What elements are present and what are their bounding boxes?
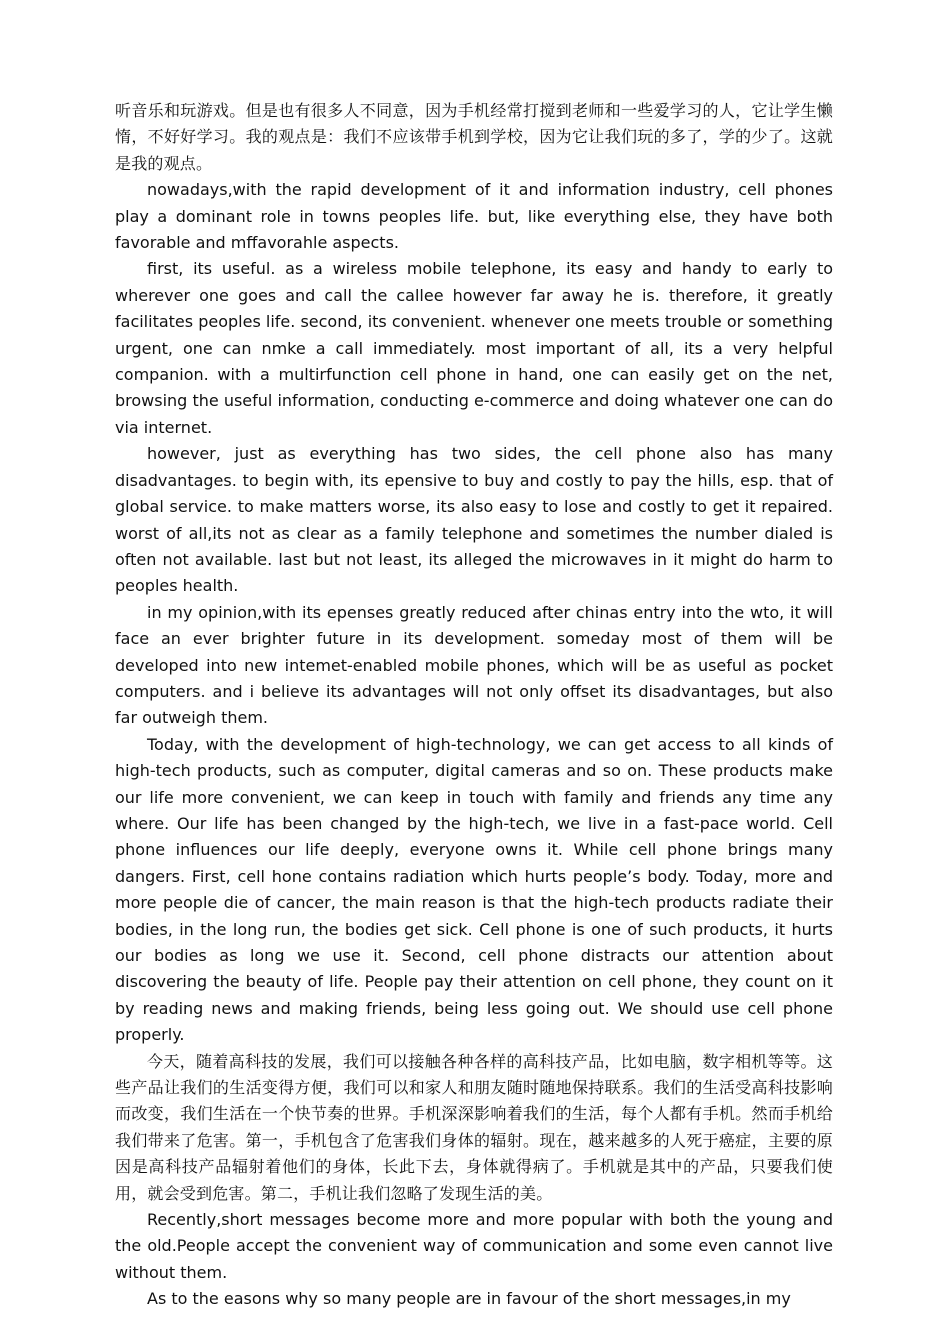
- document-body: [115, 98, 833, 1313]
- paragraph-chinese-school-phones: 听音乐和玩游戏。但是也有很多人不同意，因为手机经常打搅到老师和一些爱学习的人，它让学生懒惰，不好好学习。我的观点是：我们不应该带手机到学校，因为它让我们玩的多了，学的少了。这就是我的观点。: [115, 101, 833, 173]
- paragraph-short-messages-intro: Recently,short messages become more and more popular with both the young and the old.People accept the convenient way of communication and some even cannot live without them.: [115, 1210, 833, 1282]
- paragraph-disadvantages: however, just as everything has two sides, the cell phone also has many disadvantages. to begin with, its epensive to buy and costly to pay the hills, esp. that of global service. to make matters worse, its also easy to lose and costly to get it repaired. worst of all,its not as clear as a family telephone and sometimes the number dialed is often not available. last but not least, its alleged the microwaves in it might do harm to peoples health.: [115, 444, 833, 596]
- paragraph-high-tech-english: Today, with the development of high-technology, we can get access to all kinds of high-tech products, such as computer, digital cameras and so on. These products make our life more convenient, we can keep in touch with family and friends any time any where. Our life has been changed by the high-tech, we live in a fast-pace world. Cell phone influences our life deeply, everyone owns it. While cell phone brings many dangers. First, cell hone contains radiation which hurts people’s body. Today, more and more people die of cancer, the main reason is that the high-tech products radiate their bodies, in the long run, the bodies get sick. Cell phone is one of such products, it hurts our bodies as long we use it. Second, cell phone distracts our attention about discovering the beauty of life. People pay their attention on cell phone, they count on it by reading news and making friends, being less going out. We should use cell phone properly.: [115, 734, 833, 1045]
- paragraph-intro-cell-phones: nowadays,with the rapid development of it and information industry, cell phones play a dominant role in towns peoples life. but, like everything else, they have both favorable and mffavorahle aspects.: [115, 180, 833, 253]
- paragraph-advantages: first, its useful. as a wireless mobile telephone, its easy and handy to early to wherever one goes and call the callee however far away he is. therefore, it greatly facilitates peoples life. second, its convenient. whenever one meets trouble or something urgent, one can nmke a call immediately. most important of all, its a very helpful companion. with a multirfunction cell phone in hand, one can easily get on the net, browsing the useful information, conducting e-commerce and doing whatever one can do via internet.: [115, 259, 833, 437]
- paragraph-opinion: in my opinion,with its epenses greatly reduced after chinas entry into the wto, it will face an ever brighter future in its development. someday most of them will be developed into new intemet-enabled mobile phones, which will be as useful as pocket computers. and i believe its advantages will not only offset its disadvantages, but also far outweigh them.: [115, 602, 833, 728]
- paragraph-high-tech-chinese: 今天，随着高科技的发展，我们可以接触各种各样的高科技产品，比如电脑，数字相机等等。这些产品让我们的生活变得方便，我们可以和家人和朋友随时随地保持联系。我们的生活受高科技影响而改变，我们生活在一个快节奏的世界。手机深深影响着我们的生活，每个人都有手机。然而手机给我们带来了危害。第一，手机包含了危害我们身体的辐射。现在，越来越多的人死于癌症，主要的原因是高科技产品辐射着他们的身体，长此下去，身体就得病了。手机就是其中的产品，只要我们使用，就会受到危害。第二，手机让我们忽略了发现生活的美。: [115, 1051, 833, 1203]
- paragraph-short-messages-reasons: As to the easons why so many people are in favour of the short messages,in my: [147, 1289, 791, 1309]
